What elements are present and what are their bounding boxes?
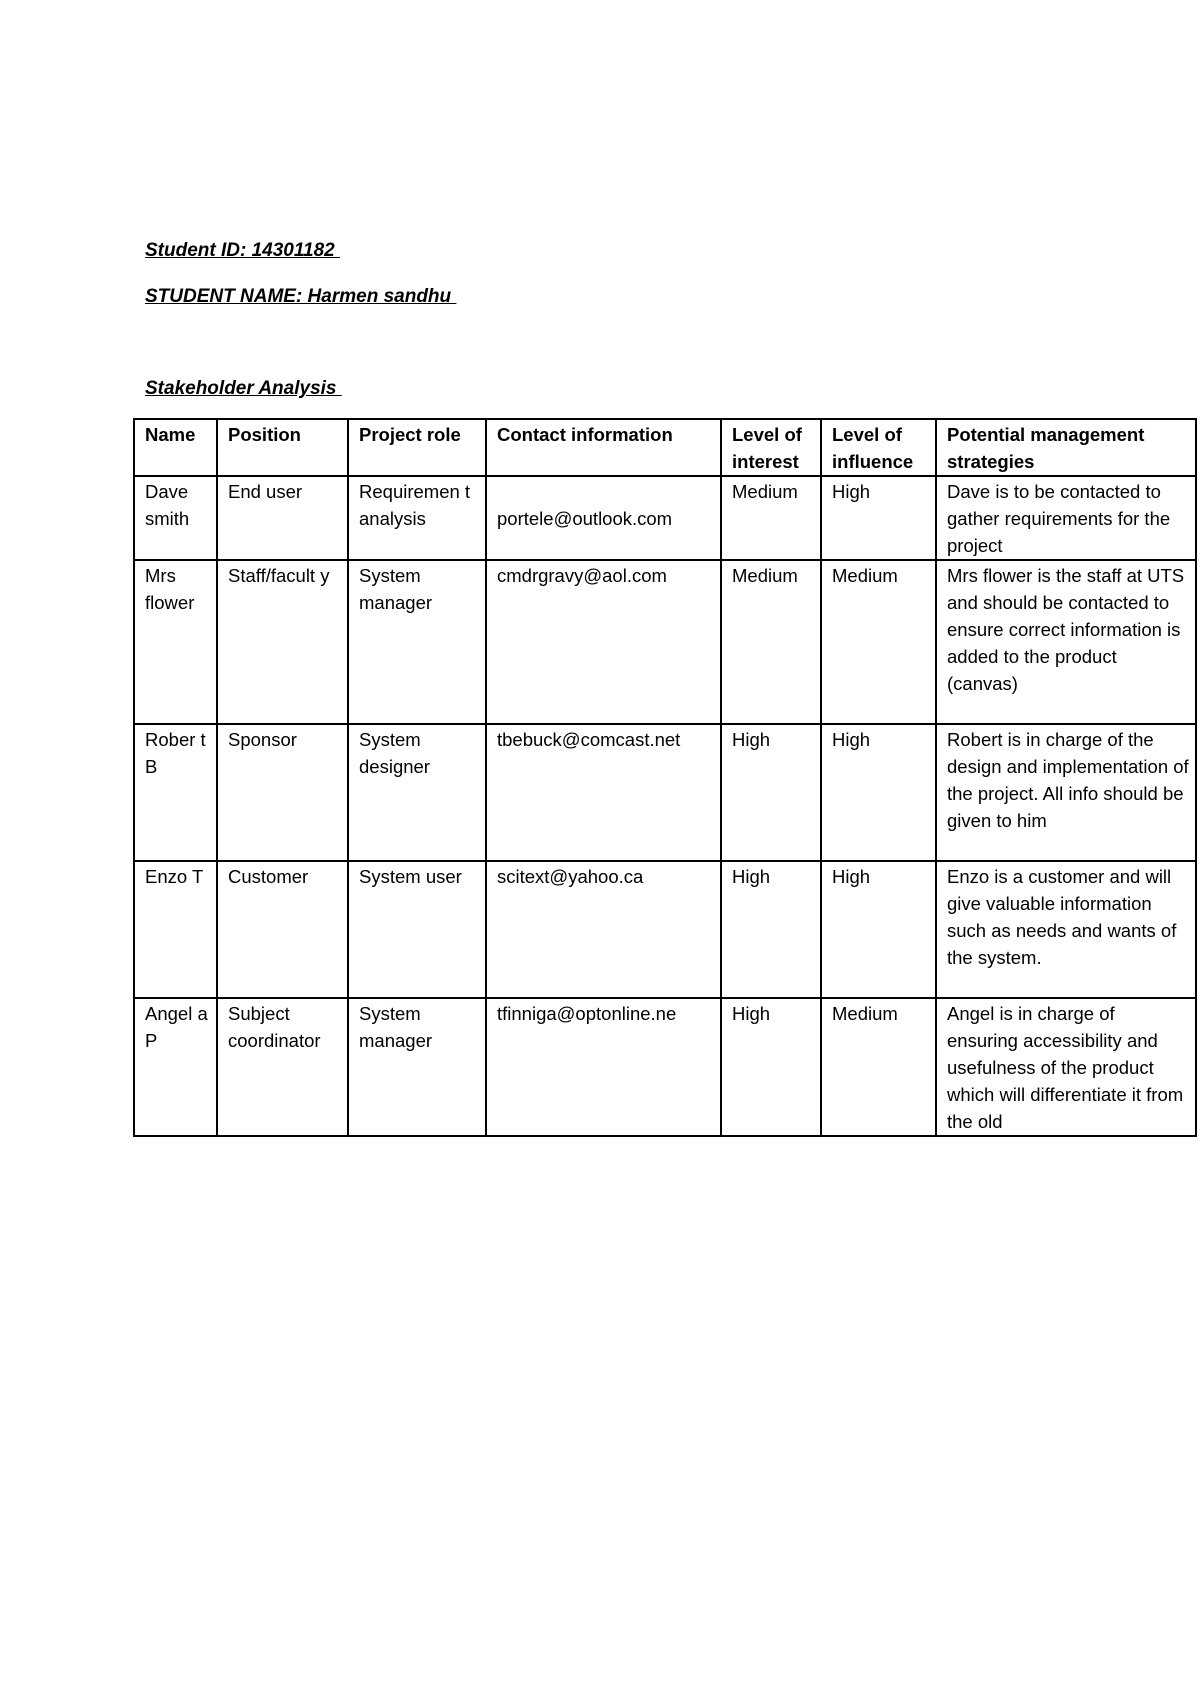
table-row — [134, 998, 1196, 1136]
cell-name: Rober t B — [134, 724, 217, 861]
cell-contact: scitext@yahoo.ca — [486, 861, 721, 998]
cell-project-role: System manager — [348, 560, 486, 724]
cell-influence: High — [821, 861, 936, 998]
table-row — [134, 476, 1196, 560]
cell-project-role: System user — [348, 861, 486, 998]
cell-project-role: System designer — [348, 724, 486, 861]
table-row — [134, 560, 1196, 724]
cell-interest: Medium — [721, 560, 821, 724]
student-name-line: STUDENT NAME: Harmen sandhu — [145, 286, 457, 307]
cell-strategies: Dave is to be contacted to gather requirements for the project — [936, 476, 1196, 560]
cell-influence: High — [821, 724, 936, 861]
cell-name: Dave smith — [134, 476, 217, 560]
cell-position: Sponsor — [217, 724, 348, 861]
section-title: Stakeholder Analysis — [145, 378, 342, 399]
stakeholder-table — [133, 418, 1197, 1137]
header-name: Name — [134, 419, 217, 476]
cell-influence: Medium — [821, 560, 936, 724]
cell-name: Mrs flower — [134, 560, 217, 724]
header-strategies: Potential management strategies — [936, 419, 1196, 476]
header-contact: Contact information — [486, 419, 721, 476]
cell-contact — [486, 476, 721, 560]
table-row — [134, 861, 1196, 998]
cell-strategies: Angel is in charge of ensuring accessibility and usefulness of the product which will differentiate it from the old — [936, 998, 1196, 1136]
table-row — [134, 724, 1196, 861]
student-id-line: Student ID: 14301182 — [145, 240, 341, 261]
cell-name: Angel a P — [134, 998, 217, 1136]
cell-strategies: Enzo is a customer and will give valuable information such as needs and wants of the system. — [936, 861, 1196, 998]
cell-position: Customer — [217, 861, 348, 998]
cell-strategies: Robert is in charge of the design and implementation of the project. All info should be given to him — [936, 724, 1196, 861]
cell-project-role: System manager — [348, 998, 486, 1136]
header-interest: Level of interest — [721, 419, 821, 476]
cell-position: Staff/facult y — [217, 560, 348, 724]
cell-contact: tfinniga@optonline.ne — [486, 998, 721, 1136]
table-header-row — [134, 419, 1196, 476]
cell-contact: tbebuck@comcast.net — [486, 724, 721, 861]
header-position: Position — [217, 419, 348, 476]
cell-project-role: Requiremen t analysis — [348, 476, 486, 560]
cell-interest: High — [721, 724, 821, 861]
cell-interest: High — [721, 998, 821, 1136]
header-project-role: Project role — [348, 419, 486, 476]
cell-contact: cmdrgravy@aol.com — [486, 560, 721, 724]
cell-position: Subject coordinator — [217, 998, 348, 1136]
cell-strategies: Mrs flower is the staff at UTS and should be contacted to ensure correct information is added to the product (canvas) — [936, 560, 1196, 724]
cell-position: End user — [217, 476, 348, 560]
header-influence: Level of influence — [821, 419, 936, 476]
cell-interest: Medium — [721, 476, 821, 560]
cell-influence: Medium — [821, 998, 936, 1136]
contact-email: portele@outlook.com — [497, 508, 673, 529]
cell-influence: High — [821, 476, 936, 560]
cell-name: Enzo T — [134, 861, 217, 998]
cell-interest: High — [721, 861, 821, 998]
